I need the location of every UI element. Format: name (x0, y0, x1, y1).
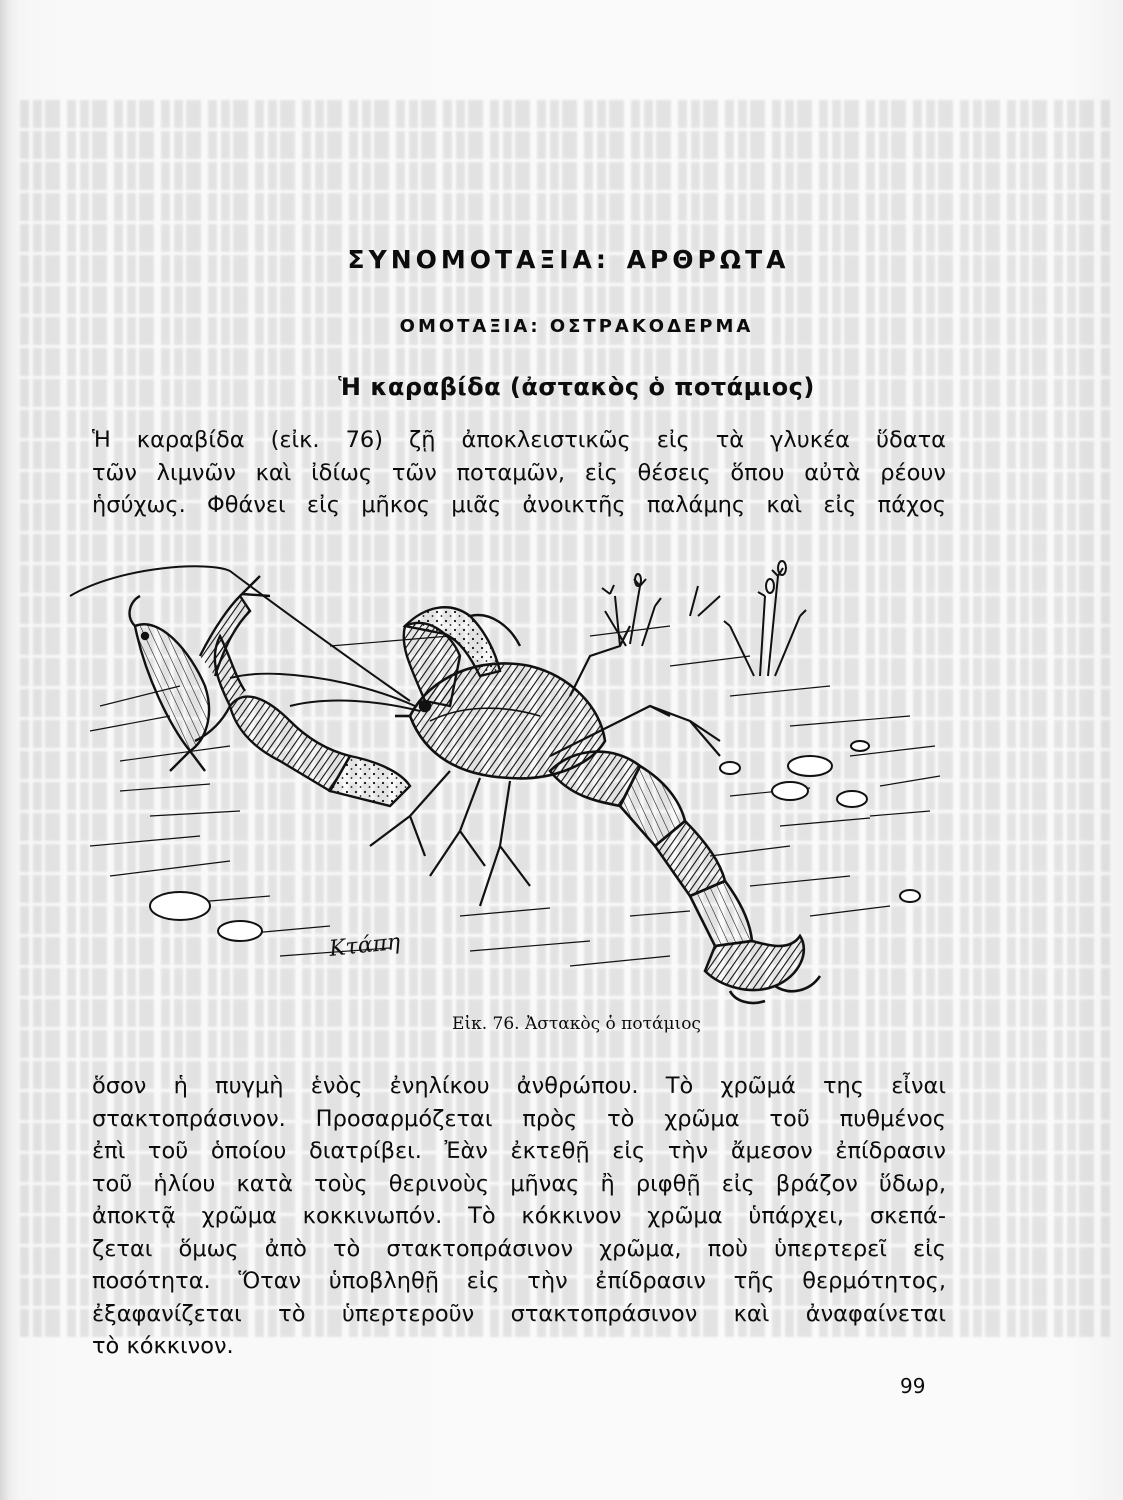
crayfish-illustration-icon (30, 556, 950, 1006)
paragraph-color (92, 1070, 946, 1363)
text-line: ἡσύχως. Φθάνει εἰς μῆκος μιᾶς ἀνοικτῆς παλάμης καὶ εἰς πάχος (92, 492, 946, 518)
figure-caption: Εἰκ. 76. Ἀστακὸς ὁ ποτάμιος (452, 1014, 701, 1034)
text-line: τοῦ ἡλίου κατὰ τοὺς θερινοὺς μῆνας ἢ ριφθῇ εἰς βράζον ὕδωρ, (92, 1170, 946, 1197)
text-line: ὅσον ἡ πυγμὴ ἑνὸς ἐνηλίκου ἀνθρώπου. Τὸ χρῶμά της εἶναι (92, 1073, 946, 1099)
text-line: ἐξαφανίζεται τὸ ὑπερτεροῦν στακτοπράσινον καὶ ἀναφαίνεται (92, 1300, 946, 1327)
fish (130, 576, 270, 771)
text-line: ἀποκτᾷ χρῶμα κοκκινωπόν. Τὸ κόκκινον χρῶμα ὑπάρχει, σκεπά- (92, 1203, 946, 1229)
class-heading: ΟΜΟΤΑΞΙΑ: ΟΣΤΡΑΚΟΔΕΡΜΑ (399, 316, 754, 337)
crayfish-figure (30, 556, 950, 1006)
text-line: Ἡ καραβίδα (εἰκ. 76) ζῇ ἀποκλειστικῶς εἰς τὰ γλυκέα ὕδατα (92, 427, 946, 453)
phylum-heading: ΣΥΝΟΜΟΤΑΞΙΑ: ΑΡΘΡΩΤΑ (347, 245, 790, 274)
paragraph-intro (92, 424, 946, 522)
text-line: ἐπὶ τοῦ ὁποίου διατρίβει. Ἐὰν ἐκτεθῇ εἰς τὴν ἄμεσον ἐπίδρασιν (92, 1138, 946, 1164)
water-plants (602, 561, 806, 676)
text-line: στακτοπράσινον. Προσαρμόζεται πρὸς τὸ χρῶμα τοῦ πυθμένος (92, 1105, 946, 1132)
text-line: ποσότητα. Ὅταν ὑποβληθῇ εἰς τὴν ἐπίδρασιν τῆς θερμότητος, (92, 1268, 946, 1294)
figure-signature: Κτάπη (328, 929, 402, 962)
page-number: 99 (900, 1374, 926, 1398)
text-line: τῶν λιμνῶν καὶ ἰδίως τῶν ποταμῶν, εἰς θέσεις ὅπου αὐτὰ ρέουν (92, 459, 946, 486)
left-claw (195, 636, 410, 806)
text-line: ζεται ὅμως ἀπὸ τὸ στακτοπράσινον χρῶμα, ποὺ ὑπερτερεῖ εἰς (92, 1235, 946, 1262)
text-line: τὸ κόκκινον. (92, 1333, 234, 1359)
species-heading: Ἡ καραβίδα (ἀστακὸς ὁ ποτάμιος) (338, 373, 815, 401)
